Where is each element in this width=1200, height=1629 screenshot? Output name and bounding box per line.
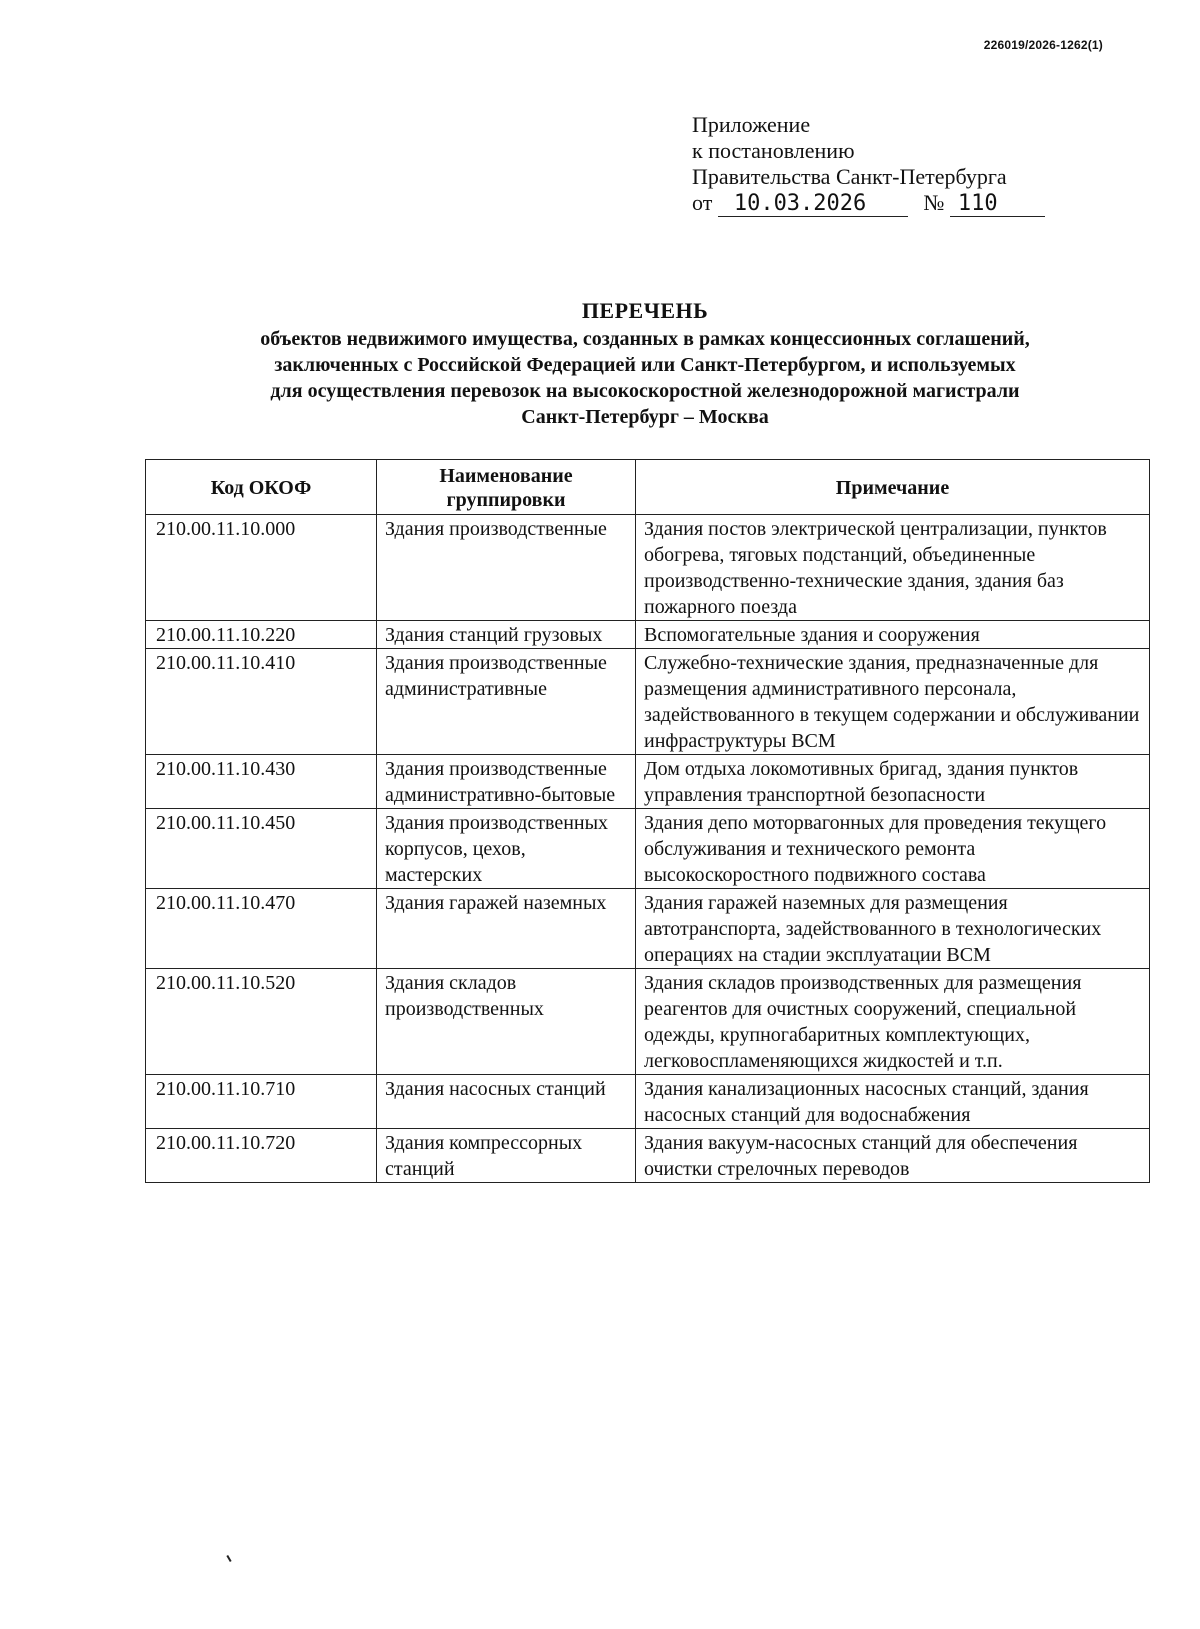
title-line-1: объектов недвижимого имущества, созданных в рамках концессионных соглашений, [260, 328, 1030, 350]
group-note: Здания гаражей наземных для размещения автотранспорта, задействованного в технологических операциях на стадии эксплуатации ВСМ [636, 889, 1150, 969]
title-line-3: для осуществления перевозок на высокоскоростной железнодорожной магистрали [270, 380, 1020, 402]
okof-code: 210.00.11.10.720 [146, 1129, 377, 1183]
okof-code: 210.00.11.10.410 [146, 649, 377, 755]
table-row [146, 649, 1150, 755]
group-note: Здания депо моторвагонных для проведения текущего обслуживания и технического ремонта высокоскоростного подвижного состава [636, 809, 1150, 889]
date-prefix: от [692, 190, 713, 215]
table-row [146, 1129, 1150, 1183]
resolution-date: 10.03.2026 [718, 192, 908, 217]
table-row [146, 621, 1150, 649]
okof-code: 210.00.11.10.520 [146, 969, 377, 1075]
resolution-number: 110 [950, 192, 1045, 217]
document-title-block [145, 296, 1145, 430]
header-name: Наименование группировки [377, 460, 636, 515]
okof-code: 210.00.11.10.000 [146, 515, 377, 621]
group-name: Здания производственные [377, 515, 636, 621]
scan-artifact-mark [226, 1555, 231, 1562]
table-row [146, 969, 1150, 1075]
title-line-4: Санкт-Петербург – Москва [521, 406, 769, 428]
table-row [146, 755, 1150, 809]
appendix-to-resolution: к постановлению [692, 138, 855, 163]
header-code: Код ОКОФ [146, 460, 377, 515]
group-note: Здания постов электрической централизации, пунктов обогрева, тяговых подстанций, объединенные производственно-технические здания, здания баз пожарного поезда [636, 515, 1150, 621]
okof-code: 210.00.11.10.450 [146, 809, 377, 889]
group-note: Здания складов производственных для размещения реагентов для очистных сооружений, специальной одежды, крупногабаритных комплектующих, легковоспламеняющихся жидкостей и т.п. [636, 969, 1150, 1075]
document-title: ПЕРЕЧЕНЬ [581, 298, 709, 323]
table-row [146, 809, 1150, 889]
group-name: Здания насосных станций [377, 1075, 636, 1129]
group-name: Здания производственные административные [377, 649, 636, 755]
group-note: Служебно-технические здания, предназначенные для размещения административного персонала, задействованного в текущем содержании и обслуживании инфраструктуры ВСМ [636, 649, 1150, 755]
okof-objects-table [145, 459, 1150, 1183]
group-note: Здания канализационных насосных станций, здания насосных станций для водоснабжения [636, 1075, 1150, 1129]
okof-code: 210.00.11.10.470 [146, 889, 377, 969]
okof-code: 210.00.11.10.710 [146, 1075, 377, 1129]
table-row [146, 889, 1150, 969]
table-row [146, 515, 1150, 621]
group-name: Здания компрессорных станций [377, 1129, 636, 1183]
appendix-block [692, 112, 1045, 217]
table-row [146, 1075, 1150, 1129]
group-name: Здания производственных корпусов, цехов, мастерских [377, 809, 636, 889]
group-name: Здания гаражей наземных [377, 889, 636, 969]
group-name: Здания производственные административно-бытовые [377, 755, 636, 809]
appendix-date-number-line [692, 190, 1045, 217]
table-header-row [146, 460, 1150, 515]
number-sign: № [923, 190, 945, 215]
okof-code: 210.00.11.10.430 [146, 755, 377, 809]
group-name: Здания станций грузовых [377, 621, 636, 649]
appendix-label: Приложение [692, 112, 811, 137]
title-line-2: заключенных с Российской Федерацией или Санкт-Петербургом, и используемых [274, 354, 1016, 376]
group-note: Дом отдыха локомотивных бригад, здания пунктов управления транспортной безопасности [636, 755, 1150, 809]
group-note: Здания вакуум-насосных станций для обеспечения очистки стрелочных переводов [636, 1129, 1150, 1183]
appendix-government: Правительства Санкт-Петербурга [692, 164, 1007, 189]
header-note: Примечание [636, 460, 1150, 515]
document-registration-number: 226019/2026-1262(1) [983, 38, 1103, 52]
group-name: Здания складов производственных [377, 969, 636, 1075]
group-note: Вспомогательные здания и сооружения [636, 621, 1150, 649]
okof-code: 210.00.11.10.220 [146, 621, 377, 649]
